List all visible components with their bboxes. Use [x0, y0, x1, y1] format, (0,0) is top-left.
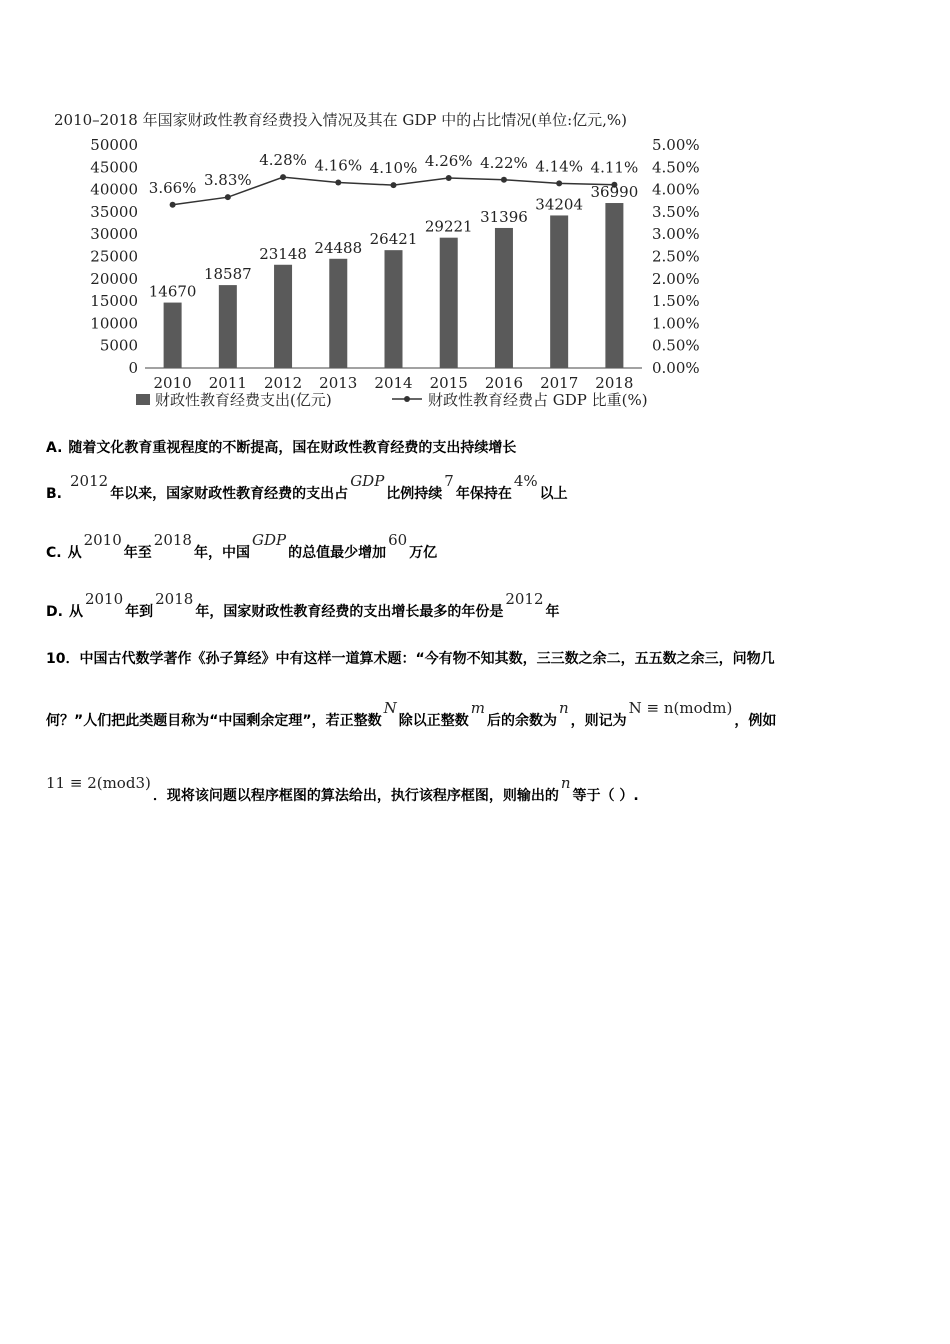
option-d-text-1: 年到 [125, 604, 154, 620]
y-right-tick-label: 1.50% [652, 292, 700, 311]
option-b-text-1: 年以来，国家财政性教育经费的支出占 [110, 486, 349, 502]
question-10-line-1 [46, 648, 775, 668]
math-2010: 2010 [84, 590, 124, 608]
question-10-text-2d: ，则记为 [570, 713, 627, 729]
math-mod-formula: N ≡ n(modm) [628, 699, 733, 717]
bar [550, 215, 568, 368]
option-b[interactable] [46, 472, 568, 503]
bar-data-label: 24488 [314, 238, 363, 257]
line-point [501, 177, 507, 183]
math-m: m [470, 699, 485, 717]
bar [385, 250, 403, 368]
bar [274, 265, 292, 368]
question-10-text-2a: 何？”人们把此类题目称为“中国剩余定理”，若正整数 [46, 713, 382, 729]
bar [329, 259, 347, 368]
math-gdp: GDP [350, 472, 385, 490]
option-c-text-3: 的总值最少增加 [288, 545, 387, 561]
y-left-tick-label: 25000 [90, 247, 138, 266]
math-2018: 2018 [153, 531, 192, 549]
bar [605, 203, 623, 368]
math-mod-example: 11 ≡ 2(mod3) [46, 774, 151, 792]
y-left-tick-label: 15000 [90, 292, 138, 311]
x-tick-label: 2015 [429, 374, 468, 392]
bar-data-label: 18587 [203, 265, 252, 284]
option-c-text-1: 年至 [123, 545, 152, 561]
chart-title: 2010–2018 年国家财政性教育经费投入情况及其在 GDP 中的占比情况(单位:亿元,%) [54, 111, 628, 129]
math-gdp: GDP [251, 531, 287, 549]
x-tick-label: 2010 [153, 374, 192, 392]
legend-bar-label: 财政性教育经费支出(亿元) [155, 391, 332, 409]
bar [495, 228, 513, 368]
y-right-tick-label: 4.50% [652, 158, 700, 177]
line-data-label: 4.22% [480, 153, 528, 172]
y-right-tick-label: 1.00% [652, 314, 700, 333]
option-d[interactable] [46, 590, 560, 621]
question-10-text-2e: ，例如 [734, 713, 777, 729]
option-b-label: B. [46, 486, 62, 502]
math-60: 60 [388, 531, 408, 549]
question-10-text-3a: ．现将该问题以程序框图的算法给出，执行该程序框图，则输出的 [152, 788, 559, 804]
line-point [446, 175, 452, 181]
math-2012: 2012 [70, 472, 109, 490]
line-data-label: 4.14% [535, 157, 583, 176]
line-point [280, 174, 286, 180]
line-point [225, 194, 231, 200]
y-left-tick-label: 35000 [90, 202, 138, 221]
option-b-text-2: 比例持续 [386, 486, 443, 502]
line-point [391, 182, 397, 188]
x-tick-label: 2013 [319, 374, 358, 392]
question-10-text-2b: 除以正整数 [398, 713, 469, 729]
option-c-label: C. [46, 545, 62, 561]
y-right-tick-label: 0.50% [652, 336, 700, 355]
x-tick-label: 2016 [484, 374, 524, 392]
bar-data-label: 34204 [535, 195, 584, 214]
option-b-text-3: 年保持在 [455, 486, 512, 502]
math-2010: 2010 [83, 531, 122, 549]
option-d-label: D. [46, 604, 63, 620]
line-data-label: 4.28% [259, 151, 307, 170]
y-right-tick-label: 4.00% [652, 180, 700, 199]
y-right-tick-label: 5.00% [652, 136, 700, 154]
y-left-tick-label: 20000 [90, 269, 138, 288]
bar-data-label: 31396 [480, 207, 528, 226]
line-data-label: 4.26% [424, 152, 473, 171]
bar-series [164, 203, 624, 368]
y-right-tick-label: 2.50% [652, 247, 700, 266]
option-c-text-4: 万亿 [409, 545, 438, 561]
y-right-tick-label: 0.00% [652, 359, 700, 377]
option-c-text-0: 从 [67, 545, 82, 561]
line-data-label: 4.10% [369, 159, 418, 178]
math-n-capital: N [383, 699, 397, 717]
option-d-text-2: 年，国家财政性教育经费的支出增长最多的年份是 [195, 604, 504, 620]
y-left-tick-label: 10000 [90, 314, 138, 333]
chart-legend [136, 391, 648, 409]
line-data-label: 3.83% [204, 171, 252, 190]
y-left-tick-label: 40000 [90, 180, 138, 199]
line-point [170, 202, 176, 208]
bar-data-label: 26421 [369, 230, 418, 249]
education-funding-chart [40, 100, 770, 420]
math-7: 7 [444, 472, 454, 490]
line-point [335, 179, 341, 185]
option-d-text-3: 年 [545, 604, 560, 620]
line-point [556, 180, 562, 186]
bar-data-label: 36990 [590, 183, 639, 202]
bar [219, 285, 237, 368]
question-10-line-3 [46, 774, 639, 805]
math-n: n [558, 699, 569, 717]
option-b-text-4: 以上 [539, 486, 568, 502]
y-right-tick-label: 3.00% [652, 225, 700, 244]
bar-data-label: 23148 [259, 244, 307, 263]
option-a[interactable] [46, 437, 516, 457]
y-right-tick-label: 2.00% [652, 269, 700, 288]
math-2012: 2012 [505, 590, 544, 608]
legend-line-label: 财政性教育经费占 GDP 比重(%) [428, 391, 648, 409]
y-left-tick-label: 0 [128, 359, 138, 377]
option-a-text: 随着文化教育重视程度的不断提高，国在财政性教育经费的支出持续增长 [68, 440, 517, 456]
legend-line-marker [404, 396, 410, 402]
line-data-label: 4.11% [590, 158, 639, 177]
bar [164, 303, 182, 368]
x-tick-label: 2012 [263, 374, 303, 392]
y-right-tick-label: 3.50% [652, 202, 700, 221]
line-data-label: 4.16% [314, 156, 363, 175]
y-left-tick-label: 5000 [99, 336, 138, 355]
question-10-text-1: 10．中国古代数学著作《孙子算经》中有这样一道算术题：“今有物不知其数，三三数之余二，五五数之余三，问物几 [46, 651, 775, 667]
x-tick-label: 2018 [595, 374, 634, 392]
math-4-percent: 4% [513, 472, 538, 490]
question-10-text-2c: 后的余数为 [486, 713, 557, 729]
x-tick-label: 2014 [374, 374, 413, 392]
option-d-text-0: 从 [68, 604, 83, 620]
option-c-text-2: 年，中国 [193, 545, 250, 561]
question-10-text-3b: 等于（ ）. [572, 788, 639, 804]
x-tick-label: 2017 [540, 374, 579, 392]
math-2018: 2018 [155, 590, 194, 608]
option-c[interactable] [46, 531, 438, 562]
legend-bar-swatch [136, 394, 150, 405]
x-tick-label: 2011 [208, 374, 247, 392]
y-left-tick-label: 45000 [90, 158, 138, 177]
question-10-line-2 [46, 699, 777, 730]
option-a-label: A. [46, 440, 63, 456]
math-n: n [560, 774, 571, 792]
y-left-tick-label: 50000 [90, 136, 138, 154]
bar-data-label: 29221 [424, 217, 473, 236]
line-data-label: 3.66% [148, 178, 197, 197]
y-left-tick-label: 30000 [90, 225, 138, 244]
bar-data-label: 14670 [148, 282, 197, 301]
bar [440, 238, 458, 368]
